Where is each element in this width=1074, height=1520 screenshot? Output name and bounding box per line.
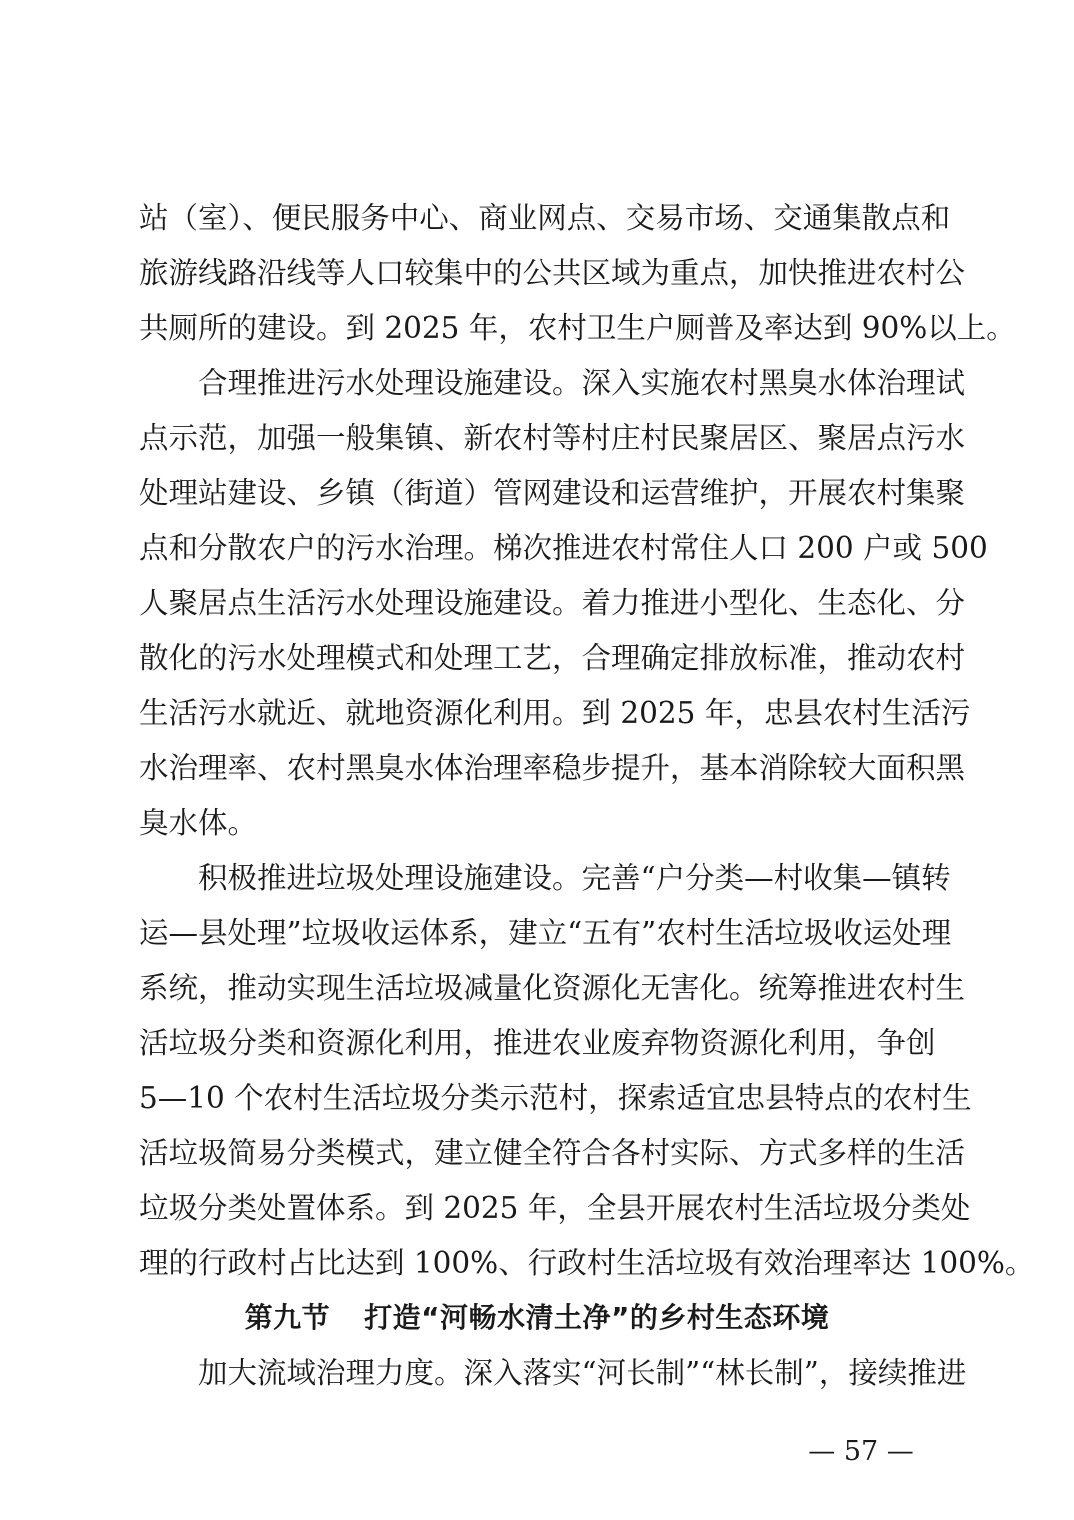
paragraph-3-line-6: 活垃圾简易分类模式，建立健全符合各村实际、方式多样的生活 [139, 1136, 966, 1170]
paragraph-2-line-6: 散化的污水处理模式和处理工艺，合理确定排放标准，推动农村 [139, 641, 966, 675]
paragraph-2-line-3: 处理站建设、乡镇（街道）管网建设和运营维护，开展农村集聚 [139, 476, 966, 510]
paragraph-3-line-3: 系统，推动实现生活垃圾减量化资源化无害化。统筹推进农村生 [139, 971, 966, 1005]
paragraph-2-line-9: 臭水体。 [139, 806, 258, 840]
paragraph-3-line-1: 积极推进垃圾处理设施建设。完善“户分类—村收集—镇转 [198, 861, 951, 895]
paragraph-3-line-2: 运—县处理”垃圾收运体系，建立“五有”农村生活垃圾收运处理 [139, 916, 952, 950]
paragraph-3-line-8: 理的行政村占比达到 100%、行政村生活垃圾有效治理率达 100%。 [139, 1246, 1035, 1280]
section-number: 第九节 [244, 1301, 331, 1334]
section-heading [0, 1292, 1074, 1344]
section-title: 打造“河畅水清土净”的乡村生态环境 [364, 1301, 830, 1334]
paragraph-3-line-5: 5—10 个农村生活垃圾分类示范村，探索适宜忠县特点的农村生 [139, 1081, 972, 1115]
paragraph-2-line-7: 生活污水就近、就地资源化利用。到 2025 年，忠县农村生活污 [139, 696, 971, 730]
paragraph-2-line-8: 水治理率、农村黑臭水体治理率稳步提升，基本消除较大面积黑 [139, 751, 966, 785]
paragraph-1-line-3: 共厕所的建设。到 2025 年，农村卫生户厕普及率达到 90%以上。 [139, 311, 1016, 345]
closing-paragraph-line-1: 加大流域治理力度。深入落实“河长制”“林长制”，接续推进 [198, 1356, 967, 1390]
paragraph-1-line-2: 旅游线路沿线等人口较集中的公共区域为重点，加快推进农村公 [139, 256, 966, 290]
page-number: — 57 — [808, 1436, 914, 1467]
paragraph-2-line-1: 合理推进污水处理设施建设。深入实施农村黑臭水体治理试 [198, 366, 966, 400]
paragraph-2-line-5: 人聚居点生活污水处理设施建设。着力推进小型化、生态化、分 [139, 586, 966, 620]
paragraph-1-line-1: 站（室）、便民服务中心、商业网点、交易市场、交通集散点和 [139, 201, 951, 235]
paragraph-3-line-4: 活垃圾分类和资源化利用，推进农业废弃物资源化利用，争创 [139, 1026, 936, 1060]
paragraph-3-line-7: 垃圾分类处置体系。到 2025 年，全县开展农村生活垃圾分类处 [139, 1191, 971, 1225]
paragraph-2-line-2: 点示范，加强一般集镇、新农村等村庄村民聚居区、聚居点污水 [139, 421, 966, 455]
paragraph-2-line-4: 点和分散农户的污水治理。梯次推进农村常住人口 200 户或 500 [139, 531, 988, 565]
